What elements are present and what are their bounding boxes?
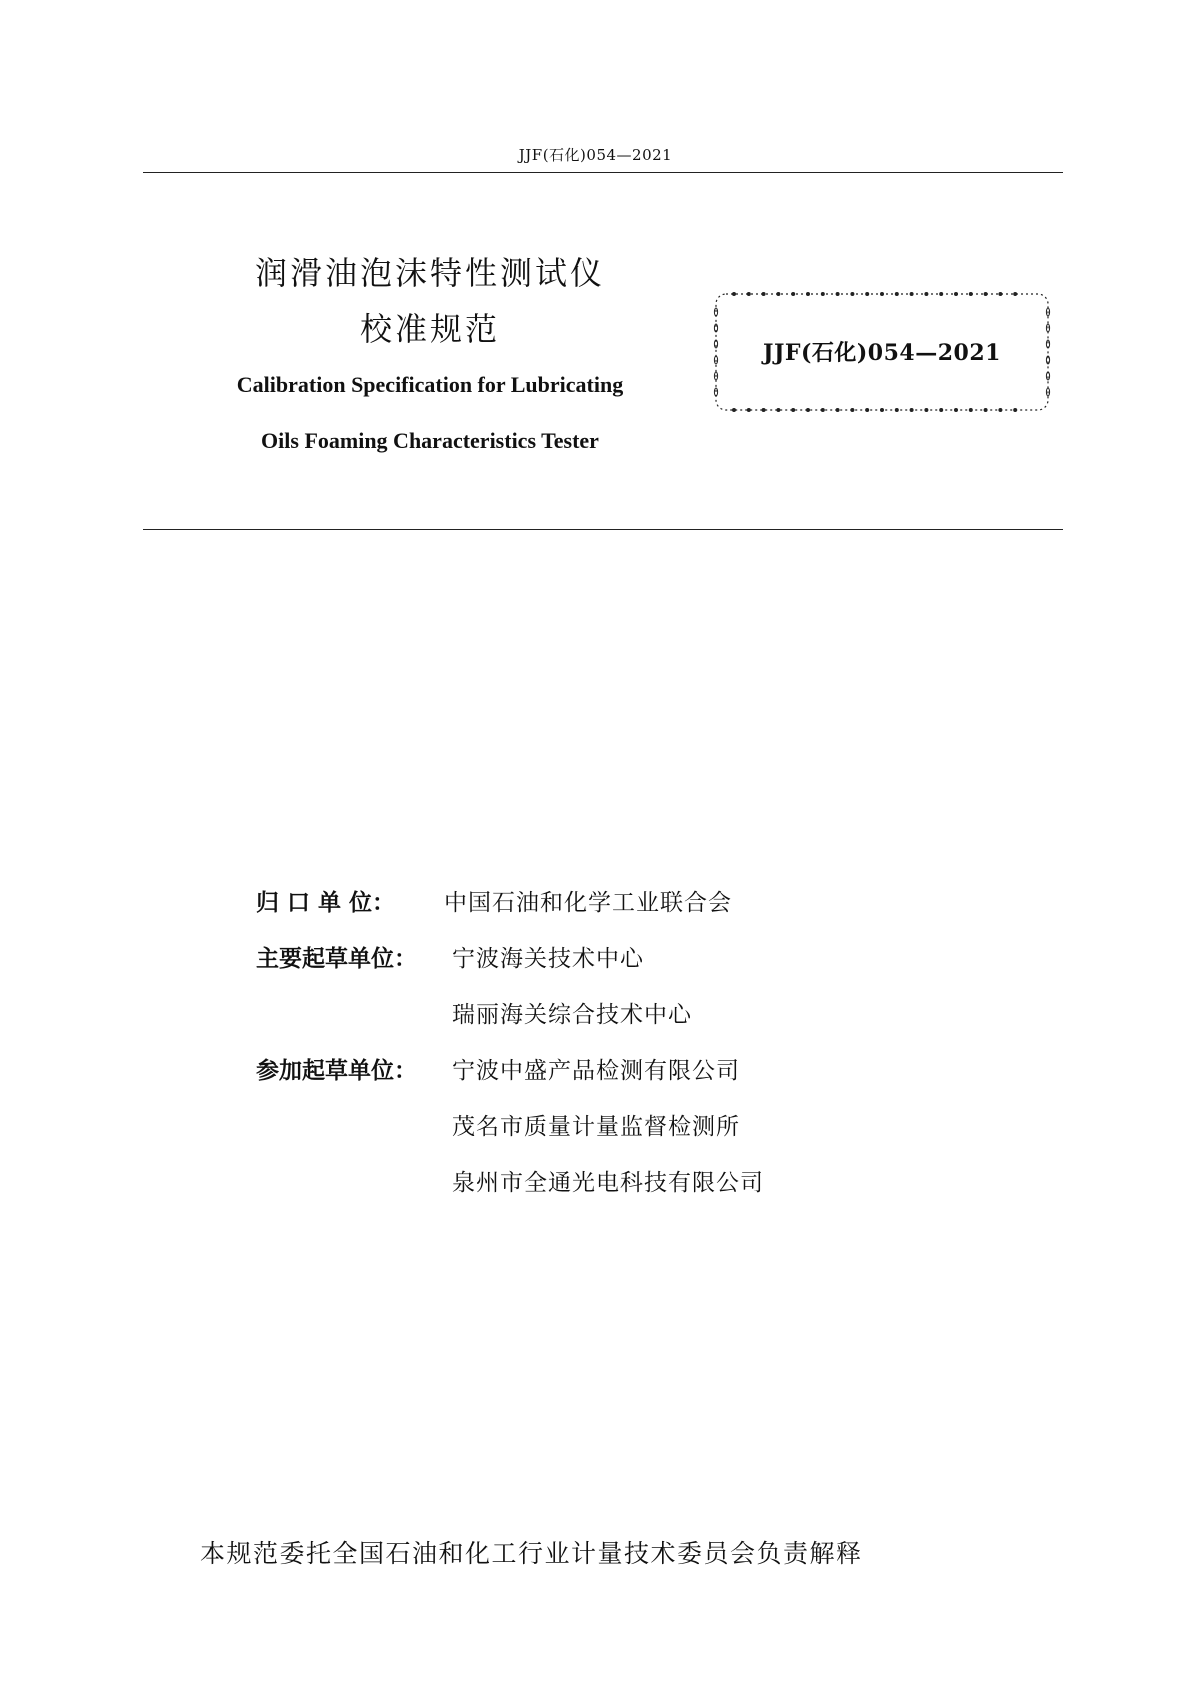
ornament-dot [910,292,914,296]
ornament-dot [939,408,943,412]
ornament-dot [821,408,825,412]
ornament-dot [984,408,988,412]
ornament-dot [791,292,795,296]
ornament-dot [821,292,825,296]
participating-drafting-unit: 茂名市质量计量监督检测所 [452,1114,740,1140]
ornament-dot [791,408,795,412]
ornament-dot [865,292,869,296]
ornament-dot [880,292,884,296]
ornament-dot [895,408,899,412]
ornament-dot [747,408,751,412]
ornament-dot [954,408,958,412]
title-cn-line2: 校准规范 [359,310,500,348]
ornament-diamond [714,308,717,316]
title-cn-line1: 润滑油泡沫特性测试仪 [254,254,605,292]
ornament-dot [806,408,810,412]
ornament-dot [776,408,780,412]
ornament-dot [865,408,869,412]
interpretation-note: 本规范委托全国石油和化工行业计量技术委员会负责解释 [200,1539,863,1568]
ornament-dot [954,292,958,296]
ornament-dot [806,292,810,296]
title-divider [143,529,1063,530]
ornament-dot [880,408,884,412]
ornament-dot [1013,292,1017,296]
ornament-dot [732,408,736,412]
title-en-line1: Calibration Specification for Lubricating [236,372,624,397]
ornament-dot [984,292,988,296]
title-en-line2: Oils Foaming Characteristics Tester [261,428,599,453]
responsible-unit-label: 归 口 单 位： [256,890,396,916]
ornament-diamond [714,388,717,396]
standard-code-box [712,290,1052,414]
ornament-dot [850,408,854,412]
main-drafting-unit: 宁波海关技术中心 [452,946,644,972]
header-standard-code: JJF(石化)054—2021 [518,146,673,164]
ornament-dot [895,292,899,296]
ornament-dot [924,408,928,412]
ornament-dot [998,408,1002,412]
ornament-dot [762,292,766,296]
ornament-dot [969,292,973,296]
ornament-dot [747,292,751,296]
participating-drafting-unit: 泉州市全通光电科技有限公司 [452,1170,764,1196]
header-divider [143,172,1063,173]
main-drafting-unit: 瑞丽海关综合技术中心 [452,1002,692,1028]
ornament-dot [969,408,973,412]
ornament-dot [1013,408,1017,412]
ornament-dot [836,292,840,296]
ornament-dot [910,408,914,412]
participating-drafting-label: 参加起草单位： [256,1058,417,1084]
ornament-dot [939,292,943,296]
ornament-dot [836,408,840,412]
ornament-dot [776,292,780,296]
ornament-dot [762,408,766,412]
participating-drafting-unit: 宁波中盛产品检测有限公司 [452,1058,740,1084]
main-drafting-label: 主要起草单位： [256,946,417,972]
ornament-dot [732,292,736,296]
responsible-unit-value: 中国石油和化学工业联合会 [444,890,732,916]
standard-code-label: JJF(石化)054—2021 [763,340,1001,366]
ornament-dot [850,292,854,296]
ornament-dot [998,292,1002,296]
ornament-dot [924,292,928,296]
